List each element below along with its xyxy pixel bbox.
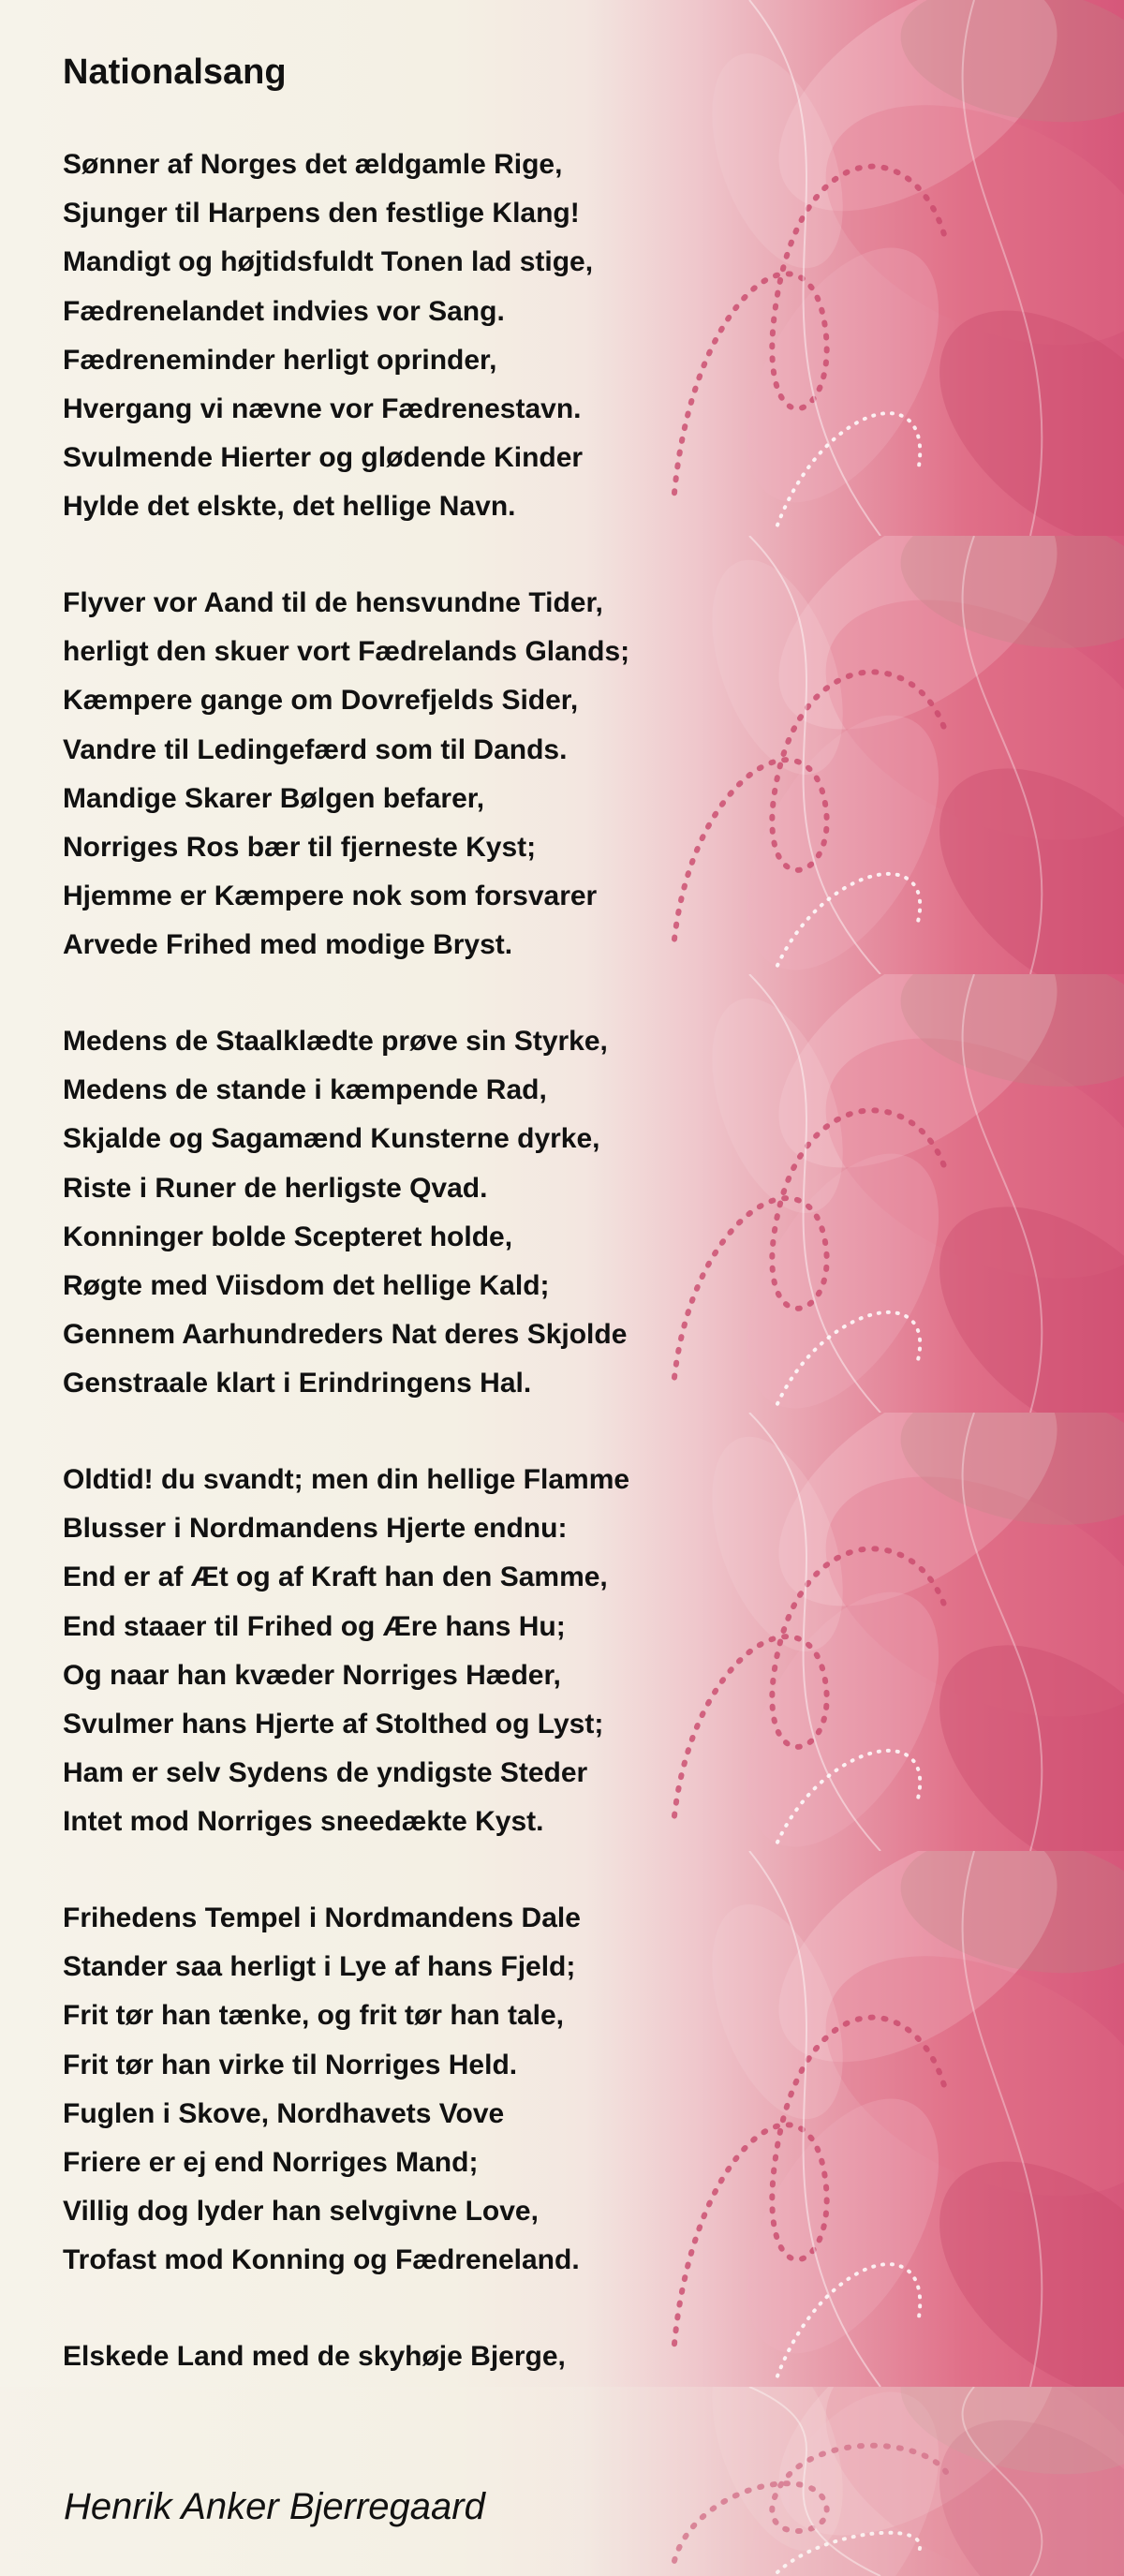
stanza-5 bbox=[63, 1894, 581, 2286]
poem-line: Oldtid! du svandt; men din hellige Flamme bbox=[63, 1464, 630, 1495]
poem-line: Vandre til Ledingefærd som til Dands. bbox=[63, 733, 568, 765]
poem-title: Nationalsang bbox=[63, 52, 287, 92]
poem-line: Svulmende Hierter og glødende Kinder bbox=[63, 442, 584, 474]
poem-line: Elskede Land med de skyhøje Bjerge, bbox=[63, 2341, 566, 2372]
poem-line: Sjunger til Harpens den festlige Klang! bbox=[63, 198, 580, 229]
poem-author: Henrik Anker Bjerregaard bbox=[64, 2486, 485, 2527]
poem-line: Stander saa herligt i Lye af hans Fjeld; bbox=[63, 1951, 576, 1983]
poem-line: Fuglen i Skove, Nordhavets Vove bbox=[63, 2097, 505, 2129]
poem-line: Svulmer hans Hjerte af Stolthed og Lyst; bbox=[63, 1708, 604, 1740]
poem-line: End er af Æt og af Kraft han den Samme, bbox=[63, 1562, 608, 1593]
poem-line: Medens de stande i kæmpende Rad, bbox=[63, 1074, 547, 1106]
poem-line: Intet mod Norriges sneedækte Kyst. bbox=[63, 1806, 544, 1838]
poem-line: Og naar han kvæder Norriges Hæder, bbox=[63, 1659, 561, 1691]
poem-line: Fædreneminder herligt oprinder, bbox=[63, 344, 497, 376]
poem-line: Sønner af Norges det ældgamle Rige, bbox=[63, 149, 563, 180]
poem-line: Villig dog lyder han selvgivne Love, bbox=[63, 2196, 539, 2228]
stanza-1 bbox=[63, 141, 593, 532]
poem-line: Hylde det elskte, det hellige Navn. bbox=[63, 491, 516, 523]
poem-line: Norriges Ros bær til fjerneste Kyst; bbox=[63, 831, 537, 863]
poem-line: Frit tør han tænke, og frit tør han tale, bbox=[63, 2000, 565, 2032]
stanza-4 bbox=[63, 1456, 629, 1847]
poem-line: Mandigt og højtidsfuldt Tonen lad stige, bbox=[63, 246, 594, 278]
poem-line: Flyver vor Aand til de hensvundne Tider, bbox=[63, 587, 603, 618]
poem-line: Trofast mod Konning og Fædreneland. bbox=[63, 2244, 580, 2276]
poem-line: End staaer til Frihed og Ære hans Hu; bbox=[63, 1610, 566, 1642]
poem-line: Mandige Skarer Bølgen befarer, bbox=[63, 782, 485, 814]
poem-line: herligt den skuer vort Fædrelands Glands; bbox=[63, 636, 630, 668]
poem-line: Hvergang vi nævne vor Fædrenestavn. bbox=[63, 392, 582, 424]
stanza-3 bbox=[63, 1017, 627, 1409]
stanza-2 bbox=[63, 579, 629, 970]
poem-line: Skjalde og Sagamænd Kunsterne dyrke, bbox=[63, 1123, 600, 1155]
poem-line: Frihedens Tempel i Nordmandens Dale bbox=[63, 1902, 581, 1933]
poem-line: Friere er ej end Norriges Mand; bbox=[63, 2146, 479, 2178]
poem-line: Riste i Runer de herligste Qvad. bbox=[63, 1172, 488, 1204]
poem-line: Fædrenelandet indvies vor Sang. bbox=[63, 295, 505, 327]
poem-line: Medens de Staalklædte prøve sin Styrke, bbox=[63, 1026, 608, 1057]
poem-line: Ham er selv Sydens de yndigste Steder bbox=[63, 1757, 588, 1789]
poem-line: Frit tør han virke til Norriges Held. bbox=[63, 2049, 518, 2080]
stanza-6 bbox=[63, 2332, 566, 2381]
poem-line: Arvede Frihed med modige Bryst. bbox=[63, 929, 513, 961]
poem-line: Hjemme er Kæmpere nok som forsvarer bbox=[63, 881, 598, 912]
poem-line: Kæmpere gange om Dovrefjelds Sider, bbox=[63, 685, 579, 717]
poem-line: Gennem Aarhundreders Nat deres Skjolde bbox=[63, 1319, 628, 1351]
poem-line: Konninger bolde Scepteret holde, bbox=[63, 1221, 513, 1252]
poem-line: Genstraale klart i Erindringens Hal. bbox=[63, 1368, 532, 1399]
poem-line: Røgte med Viisdom det hellige Kald; bbox=[63, 1269, 550, 1301]
poem-line: Blusser i Nordmandens Hjerte endnu: bbox=[63, 1513, 568, 1545]
